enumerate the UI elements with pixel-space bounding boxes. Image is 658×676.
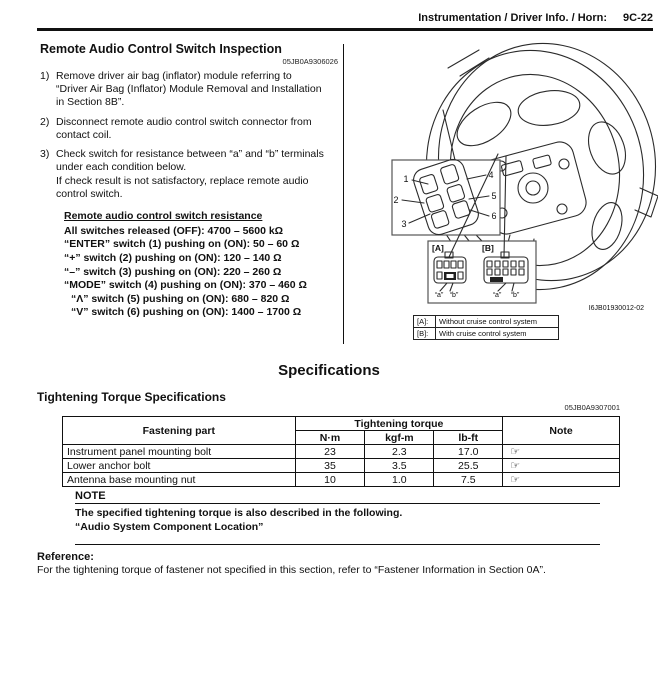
figure-code: I6JB01930012-02	[588, 305, 644, 312]
note-line-1: The specified tightening torque is also described in the following.	[75, 507, 403, 519]
kgfm-cell: 2.3	[365, 445, 434, 459]
resistance-item: “–” switch (3) pushing on (ON): 220 – 260 Ω	[64, 265, 282, 278]
note-body	[75, 504, 600, 544]
connector-b-label: [B]	[482, 243, 494, 253]
table-row	[63, 473, 620, 487]
spoke-opening	[450, 93, 519, 154]
tightening-torque-table	[62, 416, 620, 487]
page-number: 9C-22	[623, 12, 653, 24]
connector-b-terminal-block	[490, 277, 503, 282]
section-title: Remote Audio Control Switch Inspection	[40, 42, 282, 56]
legend-row-b	[414, 328, 559, 340]
resistance-spec-block	[64, 210, 340, 320]
step-text-line1: Check switch for resistance between “a” and “b” terminals under each condition below.	[56, 148, 324, 174]
switch-inset-box	[392, 160, 500, 235]
legend-key: [A]:	[414, 316, 436, 328]
pointing-hand-icon: ☞	[503, 473, 620, 487]
lbft-cell: 25.5	[434, 459, 503, 473]
steering-wheel-figure	[348, 38, 658, 348]
callout-4: 4	[488, 170, 494, 180]
col-tightening-torque: Tightening torque	[295, 417, 503, 431]
nm-cell: 35	[295, 459, 365, 473]
torque-spec-code: 05JB0A9307001	[564, 403, 620, 412]
step-text	[56, 148, 324, 201]
note-label: NOTE	[75, 490, 600, 504]
lbft-cell: 7.5	[434, 473, 503, 487]
step-2	[40, 116, 340, 142]
terminal-a-label: “a”	[492, 292, 502, 299]
callout-3: 3	[401, 219, 407, 229]
header-rule	[37, 28, 653, 31]
resistance-heading: Remote audio control switch resistance	[64, 209, 263, 222]
pointing-hand-icon: ☞	[503, 445, 620, 459]
hub-bolt	[557, 204, 567, 214]
connector-a-terminal-slot	[447, 274, 454, 278]
legend-key: [B]:	[414, 328, 436, 340]
hub-bolt	[559, 159, 569, 169]
pointing-hand-icon: ☞	[503, 459, 620, 473]
specifications-heading: Specifications	[278, 362, 380, 379]
resistance-item: “ENTER” switch (1) pushing on (ON): 50 – 60 Ω	[64, 238, 300, 251]
fastening-part-cell: Lower anchor bolt	[63, 459, 296, 473]
breadcrumb: Instrumentation / Driver Info. / Horn:	[418, 12, 608, 24]
resistance-item: “Λ” switch (5) pushing on (ON): 680 – 820 Ω	[71, 292, 290, 305]
col-unit-nm: N·m	[295, 431, 365, 445]
reference-label: Reference:	[37, 551, 94, 563]
col-fastening-part: Fastening part	[63, 417, 296, 445]
note-line-2: “Audio System Component Location”	[75, 520, 264, 533]
spoke-opening	[582, 117, 632, 179]
table-row	[63, 445, 620, 459]
inset-leader-line	[443, 110, 455, 160]
torque-spec-subheading: Tightening Torque Specifications	[37, 390, 226, 404]
table-row	[63, 459, 620, 473]
note-box	[75, 490, 600, 545]
col-unit-kgfm: kgf-m	[365, 431, 434, 445]
resistance-item: All switches released (OFF): 4700 – 5600 kΩ	[64, 224, 284, 237]
nm-cell: 23	[295, 445, 365, 459]
callout-1: 1	[403, 174, 409, 184]
spoke-opening	[516, 87, 582, 129]
spoke-opening	[587, 199, 627, 253]
table-header-row	[63, 417, 620, 431]
step-text: Disconnect remote audio control switch connector from contact coil.	[56, 115, 312, 141]
fastening-part-cell: Instrument panel mounting bolt	[63, 445, 296, 459]
figure-legend-table	[413, 315, 559, 340]
terminal-b-label: “b”	[449, 292, 459, 299]
step-number: 2)	[40, 115, 50, 128]
section-code: 05JB0A9306026	[282, 57, 338, 66]
terminal-b-label: “b”	[510, 292, 520, 299]
step-number: 3)	[40, 148, 50, 161]
steering-wheel-illustration	[348, 38, 658, 348]
step-1	[40, 70, 340, 110]
reference-block	[37, 551, 637, 576]
column-divider	[343, 44, 344, 344]
legend-text: With cruise control system	[436, 328, 559, 340]
hub-center-inner	[526, 181, 540, 195]
resistance-item: “V” switch (6) pushing on (ON): 1400 – 1700 Ω	[71, 306, 302, 319]
step-3	[40, 148, 340, 201]
callout-2: 2	[393, 195, 399, 205]
fastening-part-cell: Antenna base mounting nut	[63, 473, 296, 487]
callout-6: 6	[491, 211, 497, 221]
lbft-cell: 17.0	[434, 445, 503, 459]
resistance-item: “+” switch (2) pushing on (ON): 120 – 140 Ω	[64, 251, 282, 264]
col-unit-lbft: lb-ft	[434, 431, 503, 445]
terminal-a-label: “a”	[434, 292, 444, 299]
hub-center	[518, 173, 548, 203]
callout-5: 5	[491, 191, 497, 201]
inspection-section	[40, 42, 340, 320]
legend-text: Without cruise control system	[436, 316, 559, 328]
hub-detail	[533, 155, 552, 169]
kgfm-cell: 3.5	[365, 459, 434, 473]
nm-cell: 10	[295, 473, 365, 487]
step-text: Remove driver air bag (inflator) module referring to “Driver Air Bag (Inflator) Module Removal and Installation in Section 8B”.	[56, 70, 322, 109]
step-text-line2: If check result is not satisfactory, replace remote audio control switch.	[56, 174, 309, 200]
kgfm-cell: 1.0	[365, 473, 434, 487]
resistance-item: “MODE” switch (4) pushing on (ON): 370 – 460 Ω	[64, 279, 307, 292]
legend-row-a	[414, 316, 559, 328]
connector-a-label: [A]	[432, 243, 444, 253]
step-number: 1)	[40, 70, 50, 82]
page-header	[37, 12, 653, 24]
col-note: Note	[503, 417, 620, 445]
reference-text: For the tightening torque of fastener not specified in this section, refer to “Fastener Information in Section 0A”.	[37, 564, 546, 576]
